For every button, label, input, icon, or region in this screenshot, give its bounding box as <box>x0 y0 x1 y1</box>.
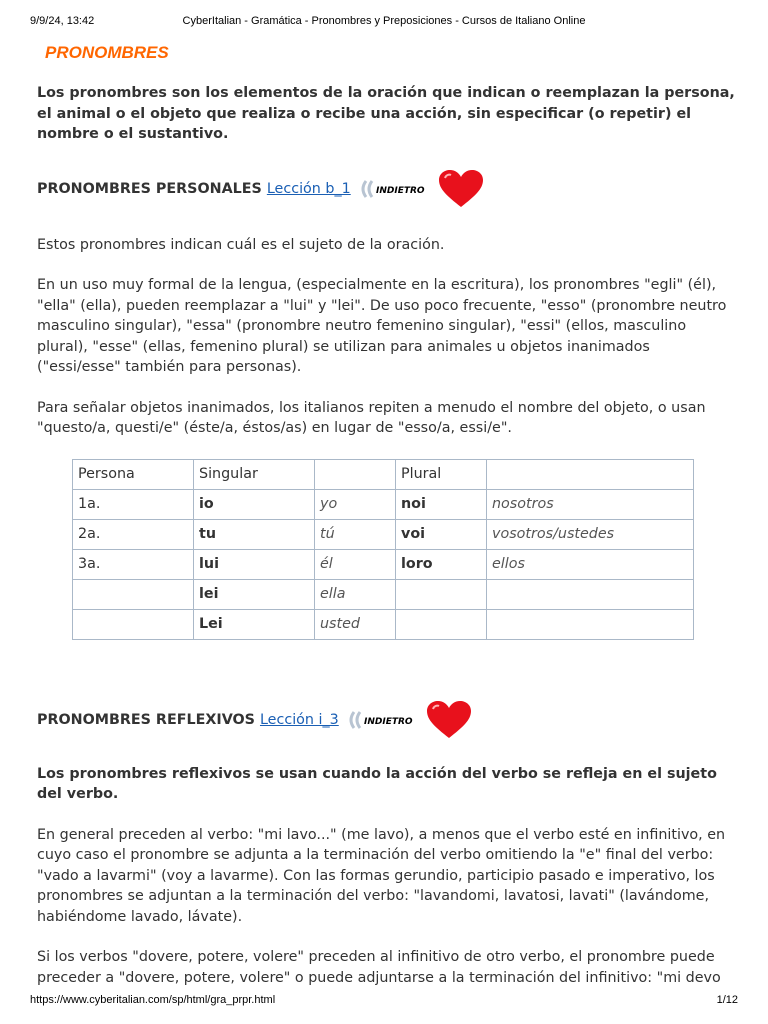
table-cell: 2a. <box>73 519 194 549</box>
table-row <box>73 519 694 549</box>
back-button[interactable] <box>357 177 437 201</box>
back-button-label: INDIETRO <box>375 185 425 196</box>
table-cell: ellos <box>487 549 694 579</box>
table-cell: usted <box>315 609 396 639</box>
print-date: 9/9/24, 13:42 <box>30 15 95 27</box>
table-cell: ella <box>315 579 396 609</box>
table-cell: 1a. <box>73 489 194 519</box>
print-url: https://www.cyberitalian.com/sp/html/gra_prpr.html <box>30 994 276 1006</box>
table-cell <box>73 579 194 609</box>
table-header-cell: Singular <box>194 459 315 489</box>
lesson-b1-link[interactable]: Lección b_1 <box>266 180 351 197</box>
table-cell: noi <box>396 489 487 519</box>
back-button[interactable] <box>345 708 425 732</box>
back-arrows-icon <box>345 708 425 732</box>
table-header-cell <box>487 459 694 489</box>
page-content <box>37 38 737 988</box>
table-cell <box>487 579 694 609</box>
table-cell: vosotros/ustedes <box>487 519 694 549</box>
reflexivos-paragraph-3: Si los verbos "dovere, potere, volere" preceden al infinitivo de otro verbo, el pronombre puede preceder a "dovere, potere, volere" o puede adjuntarse a la terminación del infinitivo: "mi devo <box>37 949 721 986</box>
table-cell <box>396 609 487 639</box>
table-cell: Lei <box>194 609 315 639</box>
table-row <box>73 579 694 609</box>
pronouns-table <box>72 459 694 640</box>
table-cell <box>73 609 194 639</box>
section-personales-heading <box>37 169 737 209</box>
print-title: CyberItalian - Gramática - Pronombres y Preposiciones - Cursos de Italiano Online <box>182 15 586 27</box>
table-header-row <box>73 459 694 489</box>
table-row <box>73 489 694 519</box>
personales-paragraph-3: Para señalar objetos inanimados, los italianos repiten a menudo el nombre del objeto, o usan "questo/a, questi/e" (éste/a, éstos/as) en lugar de "esso/a, essi/e". <box>37 399 706 436</box>
table-cell: él <box>315 549 396 579</box>
table-cell: nosotros <box>487 489 694 519</box>
back-arrows-icon <box>357 177 437 201</box>
table-cell: tú <box>315 519 396 549</box>
table-row <box>73 609 694 639</box>
reflexivos-paragraph-1: Los pronombres reflexivos se usan cuando la acción del verbo se refleja en el sujeto del verbo. <box>37 765 717 802</box>
section-reflexivos-heading <box>37 700 737 740</box>
reflexivos-paragraph-2: En general preceden al verbo: "mi lavo..." (me lavo), a menos que el verbo esté en infinitivo, en cuyo caso el pronombre se adjunta a la terminación del verbo omitiendo la "e" final del verbo: "vado a lavarmi" (voy a lavarme). Con las formas gerundio, participio pasado e imperativo, los pronombres se adjuntan a la terminación del verbo: "lavandomi, lavatosi, lavati" (lavándome, habiéndome lavado, lávate). <box>37 826 726 925</box>
table-cell: voi <box>396 519 487 549</box>
table-header-cell: Persona <box>73 459 194 489</box>
print-page-number: 1/12 <box>716 994 738 1006</box>
table-row <box>73 549 694 579</box>
heart-icon <box>425 700 473 740</box>
table-cell: lui <box>194 549 315 579</box>
table-cell <box>396 579 487 609</box>
page-title: PRONOMBRES <box>45 43 169 62</box>
intro-paragraph: Los pronombres son los elementos de la oración que indican o reemplazan la persona, el animal o el objeto que realiza o recibe una acción, sin especificar (o repetir) el nombre o el sustantivo. <box>37 85 735 142</box>
table-cell: 3a. <box>73 549 194 579</box>
table-cell: yo <box>315 489 396 519</box>
heart-icon <box>437 169 485 209</box>
lesson-i3-link[interactable]: Lección i_3 <box>259 711 339 728</box>
table-cell: lei <box>194 579 315 609</box>
table-header-cell: Plural <box>396 459 487 489</box>
back-button-label: INDIETRO <box>363 716 413 727</box>
table-cell: tu <box>194 519 315 549</box>
table-cell: io <box>194 489 315 519</box>
section-title: PRONOMBRES PERSONALES <box>37 180 262 197</box>
table-cell: loro <box>396 549 487 579</box>
personales-paragraph-2: En un uso muy formal de la lengua, (especialmente en la escritura), los pronombres "egli" (él), "ella" (ella), pueden reemplazar a "lui" y "lei". De uso poco frecuente, "esso" (pronombre neutro masculino singular), "essa" (pronombre neutro femenino singular), "essi" (ellos, masculino plural), "esse" (ellas, femenino plural) se utilizan para animales u objetos inanimados ("essi/esse" también para personas). <box>37 277 727 375</box>
personales-paragraph-1: Estos pronombres indican cuál es el sujeto de la oración. <box>37 236 445 253</box>
table-cell <box>487 609 694 639</box>
section-title: PRONOMBRES REFLEXIVOS <box>37 711 255 728</box>
table-header-cell <box>315 459 396 489</box>
